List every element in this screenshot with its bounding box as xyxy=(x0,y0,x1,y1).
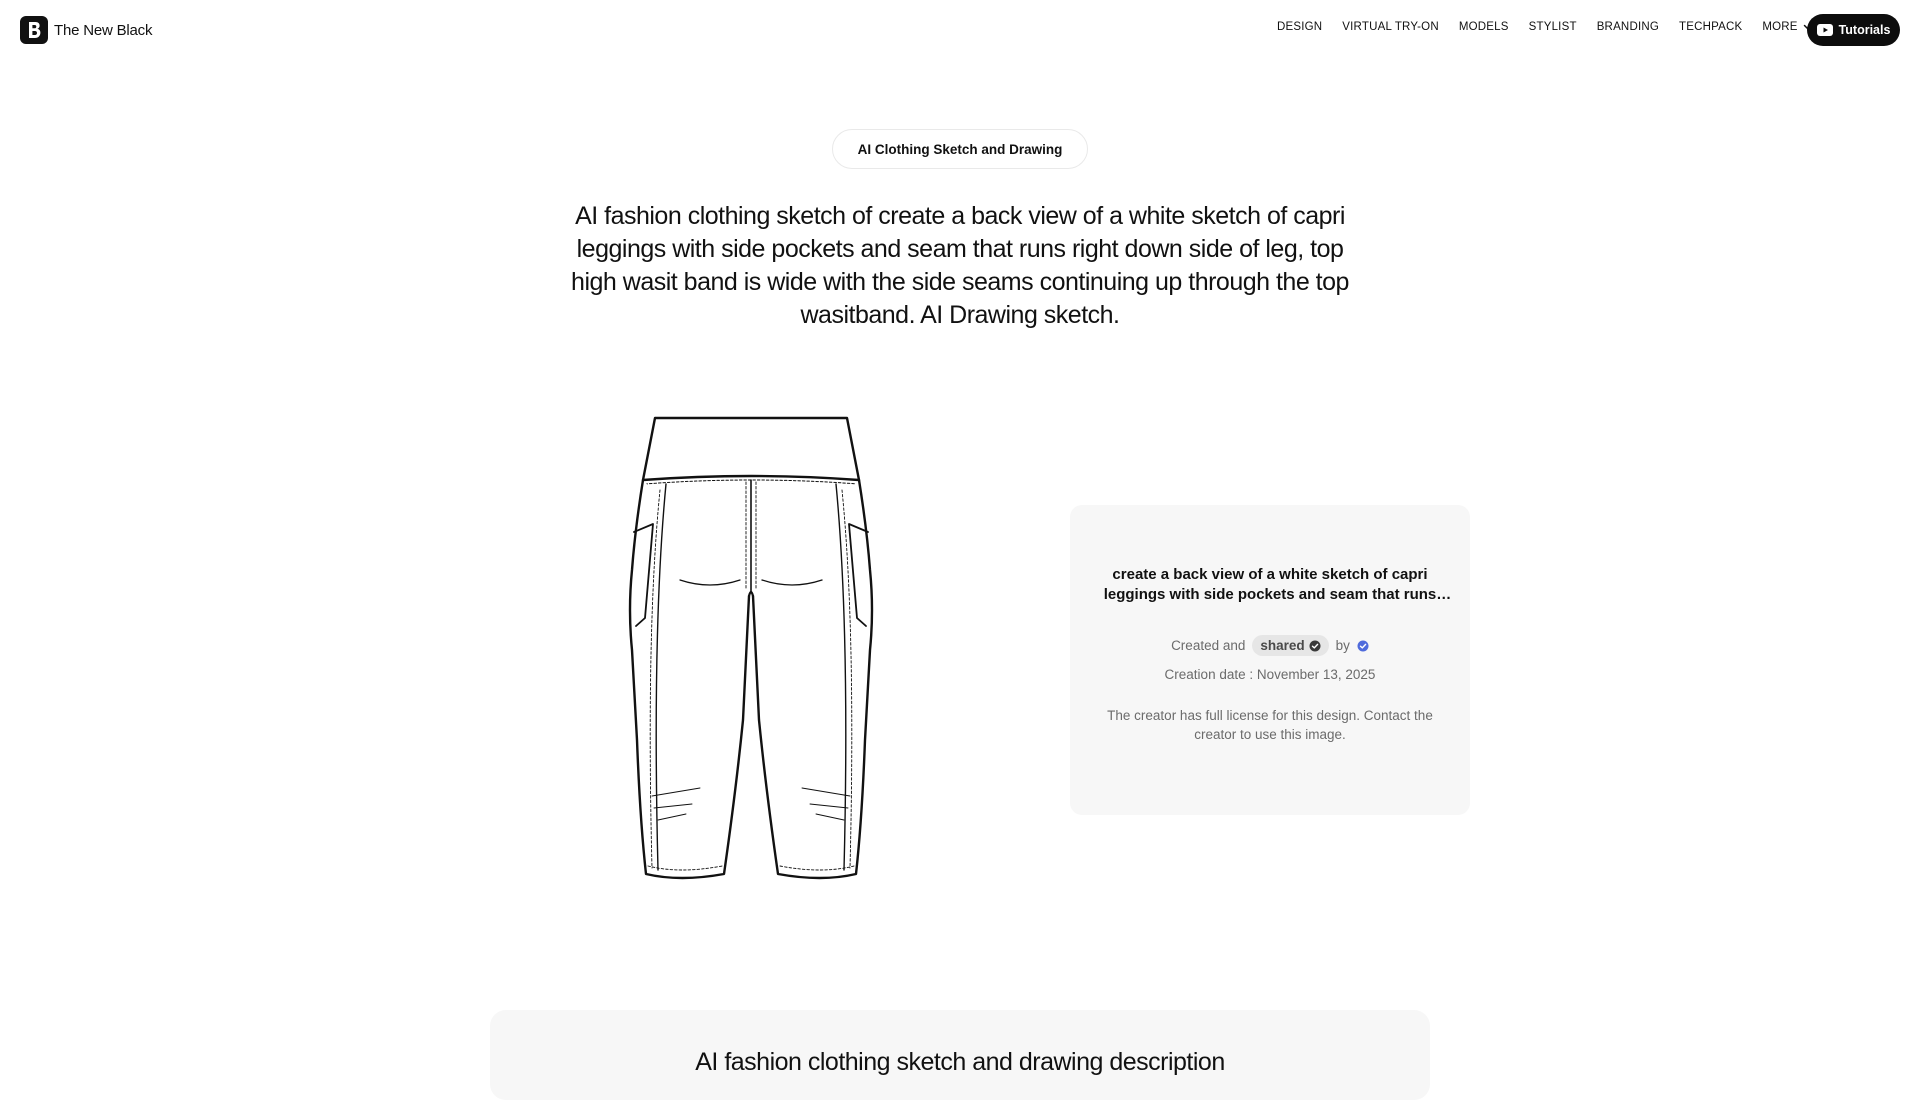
top-header xyxy=(0,0,1920,60)
created-row xyxy=(1070,635,1470,656)
nav-item-models[interactable]: MODELS xyxy=(1458,21,1509,33)
page-title: AI fashion clothing sketch of create a back view of a white sketch of capri leggings with side pockets and seam that runs right down side of leg, top high wasit band is wide with the side seams continuing up through the top wasitband. AI Drawing sketch. xyxy=(571,202,1349,329)
verified-icon xyxy=(1357,640,1369,652)
nav-item-stylist[interactable]: STYLIST xyxy=(1528,21,1577,33)
check-circle-icon xyxy=(1309,640,1321,652)
category-pill[interactable] xyxy=(832,129,1088,169)
main-nav xyxy=(1277,21,1814,33)
description-section xyxy=(490,1010,1430,1100)
sketch-image[interactable] xyxy=(540,380,1040,920)
design-info-card xyxy=(1070,505,1470,815)
tutorials-label: Tutorials xyxy=(1838,23,1891,37)
license-text: The creator has full license for this design. Contact the creator to use this image. xyxy=(1107,708,1433,742)
shared-badge[interactable] xyxy=(1252,635,1328,656)
shared-label: shared xyxy=(1260,638,1305,653)
tutorials-button[interactable] xyxy=(1807,14,1900,46)
creation-date: Creation date : November 13, 2025 xyxy=(1164,667,1376,682)
prompt-text: create a back view of a white sketch of capri leggings with side pockets and seam that runs xyxy=(1103,566,1437,603)
youtube-icon xyxy=(1817,24,1833,36)
nav-item-design[interactable]: DESIGN xyxy=(1277,21,1323,33)
by-label: by xyxy=(1335,638,1350,653)
nav-more-dropdown[interactable] xyxy=(1762,21,1813,33)
capri-leggings-sketch xyxy=(540,380,1040,920)
brand-name: The New Black xyxy=(54,21,153,39)
brand-logo-icon xyxy=(20,16,48,44)
nav-item-techpack[interactable]: TECHPACK xyxy=(1679,21,1743,33)
created-prefix: Created and xyxy=(1171,638,1246,653)
nav-item-virtual-try-on[interactable]: VIRTUAL TRY-ON xyxy=(1342,21,1439,33)
category-label: AI Clothing Sketch and Drawing xyxy=(857,141,1063,157)
nav-more-label: MORE xyxy=(1762,21,1798,33)
description-title: AI fashion clothing sketch and drawing description xyxy=(695,1048,1225,1076)
nav-item-branding[interactable]: BRANDING xyxy=(1596,21,1659,33)
brand-logo[interactable] xyxy=(20,16,152,44)
